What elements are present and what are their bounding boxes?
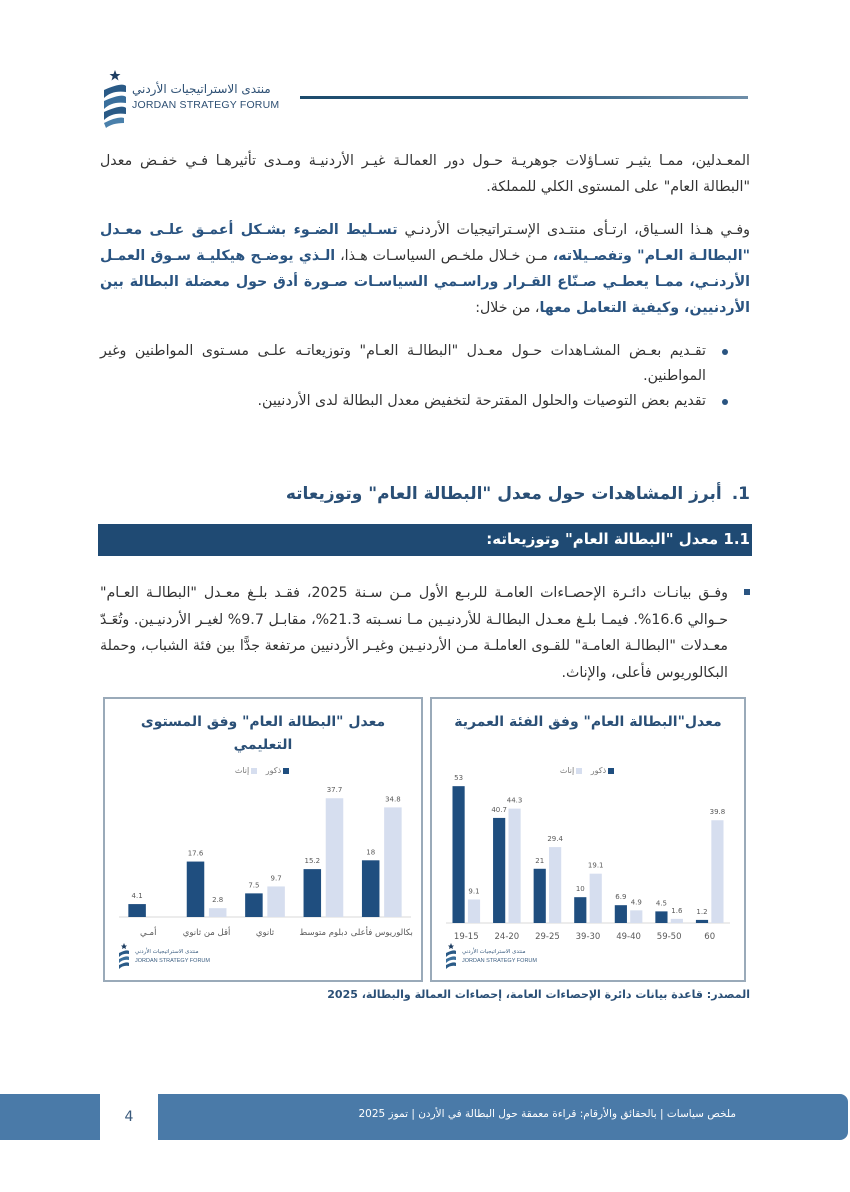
bar-male (187, 862, 205, 917)
header-divider (300, 96, 748, 99)
data-label: 40.7 (491, 805, 507, 814)
category-label: 49-40 (616, 932, 641, 942)
bar-male (304, 869, 322, 917)
context-highlight-1: تسـليط الضـوء بشـكل أعمـق علـى معـدل "البطالـة العـام" وتفصـيلاته، (100, 222, 750, 264)
bar-male (493, 818, 505, 923)
statistics-text: وفـق بيانـات دائـرة الإحصـاءات العامـة للربـع الأول مـن سـنة 2025، فقـد بلـغ معـدل "البطالـة العـام" حـوالي 16.6%. فيمـا بلـغ معـدل البطالـة للأردنيـين مـا نسـبته 21.3%، مقابـل 9.7% لغيـر الأردنيـين. وتُعَـدّ معـدلات "البطالـة العامـة" للقـوى العاملـة مـن الأردنيـين وغيـر الأردنيين مرتفعة جدًّا بين فئة الشباب، وحملة البكالوريوس فأعلى، والإناث. (100, 585, 728, 681)
data-label: 9.1 (468, 887, 480, 896)
context-highlight-2: الـذي يوضـح هيكليـة سـوق العمـل الأردنـي، ممـا يعطـي صـنّاع القـرار وراسـمي السياسـات صـورة أدق حول معضلة البطالة بين الأردنيين، وكيفية التعامل معها (100, 248, 750, 316)
data-label: 2.8 (212, 896, 224, 905)
data-label: 39.8 (709, 808, 726, 817)
legend-label-female: إناث (559, 766, 575, 775)
page-number: 4 (100, 1094, 158, 1140)
legend-label-female: إناث (234, 766, 250, 775)
bullet-icon (722, 399, 728, 405)
data-label: 17.6 (187, 849, 204, 858)
bar-female (671, 919, 683, 923)
bar-female (590, 874, 602, 923)
category-label: دبلوم متوسط (299, 928, 348, 938)
category-label: 24-20 (494, 932, 520, 942)
category-label: ثانوي (255, 928, 275, 938)
bar-male (362, 860, 380, 917)
square-bullet-icon (744, 589, 750, 595)
bar-male (128, 904, 146, 917)
list-item (100, 339, 750, 389)
bar-male (452, 786, 464, 923)
context-paragraph (100, 217, 750, 321)
data-label: 53 (454, 774, 464, 783)
data-label: 15.2 (304, 857, 321, 866)
logo-english-name: JORDAN STRATEGY FORUM (462, 958, 537, 964)
data-label: 9.7 (270, 874, 282, 883)
education-chart (103, 697, 423, 982)
category-label: 29-25 (535, 932, 560, 942)
category-label: أقل من ثانوي (182, 928, 231, 938)
bar-female (711, 820, 723, 923)
data-label: 4.9 (630, 898, 642, 907)
logo-emblem-icon (100, 68, 130, 130)
section-number: 1. (731, 484, 750, 504)
bar-female (384, 807, 402, 917)
bar-male (615, 905, 627, 923)
logo-english-name: JORDAN STRATEGY FORUM (132, 99, 280, 111)
bar-female (549, 847, 561, 923)
legend-label-male: ذكور (590, 766, 607, 775)
category-label: 19-15 (453, 932, 479, 942)
context-text-3: ، من خلال: (475, 300, 540, 316)
intro-paragraph: المعـدلين، ممـا يثيـر تسـاؤلات جوهريـة حـول دور العمالـة غيـر الأردنيـة ومـدى تأثيرهـا فـي خفـض معدل "البطالة العام" على المستوى الكلي للمملكة. (100, 153, 750, 195)
chart-logo (444, 942, 554, 972)
education-chart-plot (105, 699, 421, 980)
chart-title: معدل"البطالة العام" وفق الفئة العمرية (454, 714, 722, 730)
list-item (100, 389, 750, 414)
logo-emblem-icon (444, 942, 458, 972)
data-label: 1.2 (696, 907, 708, 916)
logo-emblem-icon (117, 942, 131, 972)
data-label: 19.1 (587, 861, 604, 870)
bar-male (534, 869, 546, 923)
logo-arabic-name: منتدى الاستراتيجيات الأردني (462, 949, 526, 955)
data-label: 18 (366, 848, 376, 857)
context-text-2: مـن خـلال ملخـص السياسـات هـذا، (335, 248, 553, 264)
source-note: المصدر: قاعدة بيانات دائرة الإحصاءات العامة، إحصاءات العمالة والبطالة، 2025 (327, 988, 750, 1001)
section-heading (286, 484, 750, 504)
bar-female (630, 910, 642, 923)
data-label: 29.4 (547, 835, 563, 844)
data-label: 4.1 (131, 892, 143, 901)
subsection-banner (98, 524, 752, 556)
category-label: أمـي (139, 928, 157, 938)
list-item-text: تقديم بعض التوصيات والحلول المقترحة لتخفيض معدل البطالة لدى الأردنيين. (257, 393, 706, 409)
age-chart-plot (432, 699, 744, 980)
category-label: 59-50 (656, 932, 682, 942)
bar-female (326, 798, 344, 917)
bar-female (468, 900, 480, 923)
section-title: أبرز المشاهدات حول معدل "البطالة العام" وتوزيعاته (285, 484, 722, 504)
bar-male (696, 920, 708, 923)
data-label: 37.7 (326, 786, 343, 795)
statistics-paragraph (100, 580, 750, 686)
footer-text: ملخص سياسات | بالحقائق والأرقام: قراءة معمقة حول البطالة في الأردن | تموز 2025 (358, 1108, 736, 1120)
age-chart (430, 697, 746, 982)
category-label: بكالوريوس فأعلى (350, 928, 413, 938)
logo-arabic-name: منتدى الاستراتيجيات الأردني (135, 949, 199, 955)
bar-female (209, 908, 227, 917)
data-label: 6.9 (615, 893, 627, 902)
bar-female (267, 886, 285, 917)
subsection-title: 1.1 معدل "البطالة العام" وتوزيعاته: (486, 530, 750, 548)
data-label: 34.8 (385, 795, 401, 804)
data-label: 4.5 (655, 899, 668, 908)
context-text-1: وفـي هـذا السـياق، ارتـأى منتـدى الإسـتراتيجيات الأردنـي (397, 222, 750, 238)
logo-english-name: JORDAN STRATEGY FORUM (135, 958, 210, 964)
chart-logo (117, 942, 227, 972)
bar-female (508, 809, 520, 923)
jsf-logo (100, 68, 290, 130)
chart-title: معدل "البطالة العام" وفق المستوى التعليمي (140, 714, 386, 753)
data-label: 21 (535, 856, 545, 865)
objectives-list (100, 339, 750, 414)
data-label: 7.5 (248, 881, 260, 890)
list-item-text: تقـديم بعـض المشـاهدات حـول معـدل "البطالـة العـام" وتوزيعاتـه علـى مسـتوى المواطنين وغير المواطنين. (100, 343, 706, 384)
data-label: 1.6 (671, 906, 683, 915)
logo-arabic-name: منتدى الاستراتيجيات الأردني (132, 82, 271, 96)
data-label: 44.3 (506, 796, 523, 805)
data-label: 10 (575, 885, 585, 894)
bullet-icon (722, 349, 728, 355)
bar-male (245, 893, 263, 917)
category-label: 60 (704, 932, 716, 942)
legend-label-male: ذكور (265, 766, 282, 775)
bar-male (655, 911, 667, 923)
bar-male (574, 897, 586, 923)
category-label: 39-30 (575, 932, 601, 942)
